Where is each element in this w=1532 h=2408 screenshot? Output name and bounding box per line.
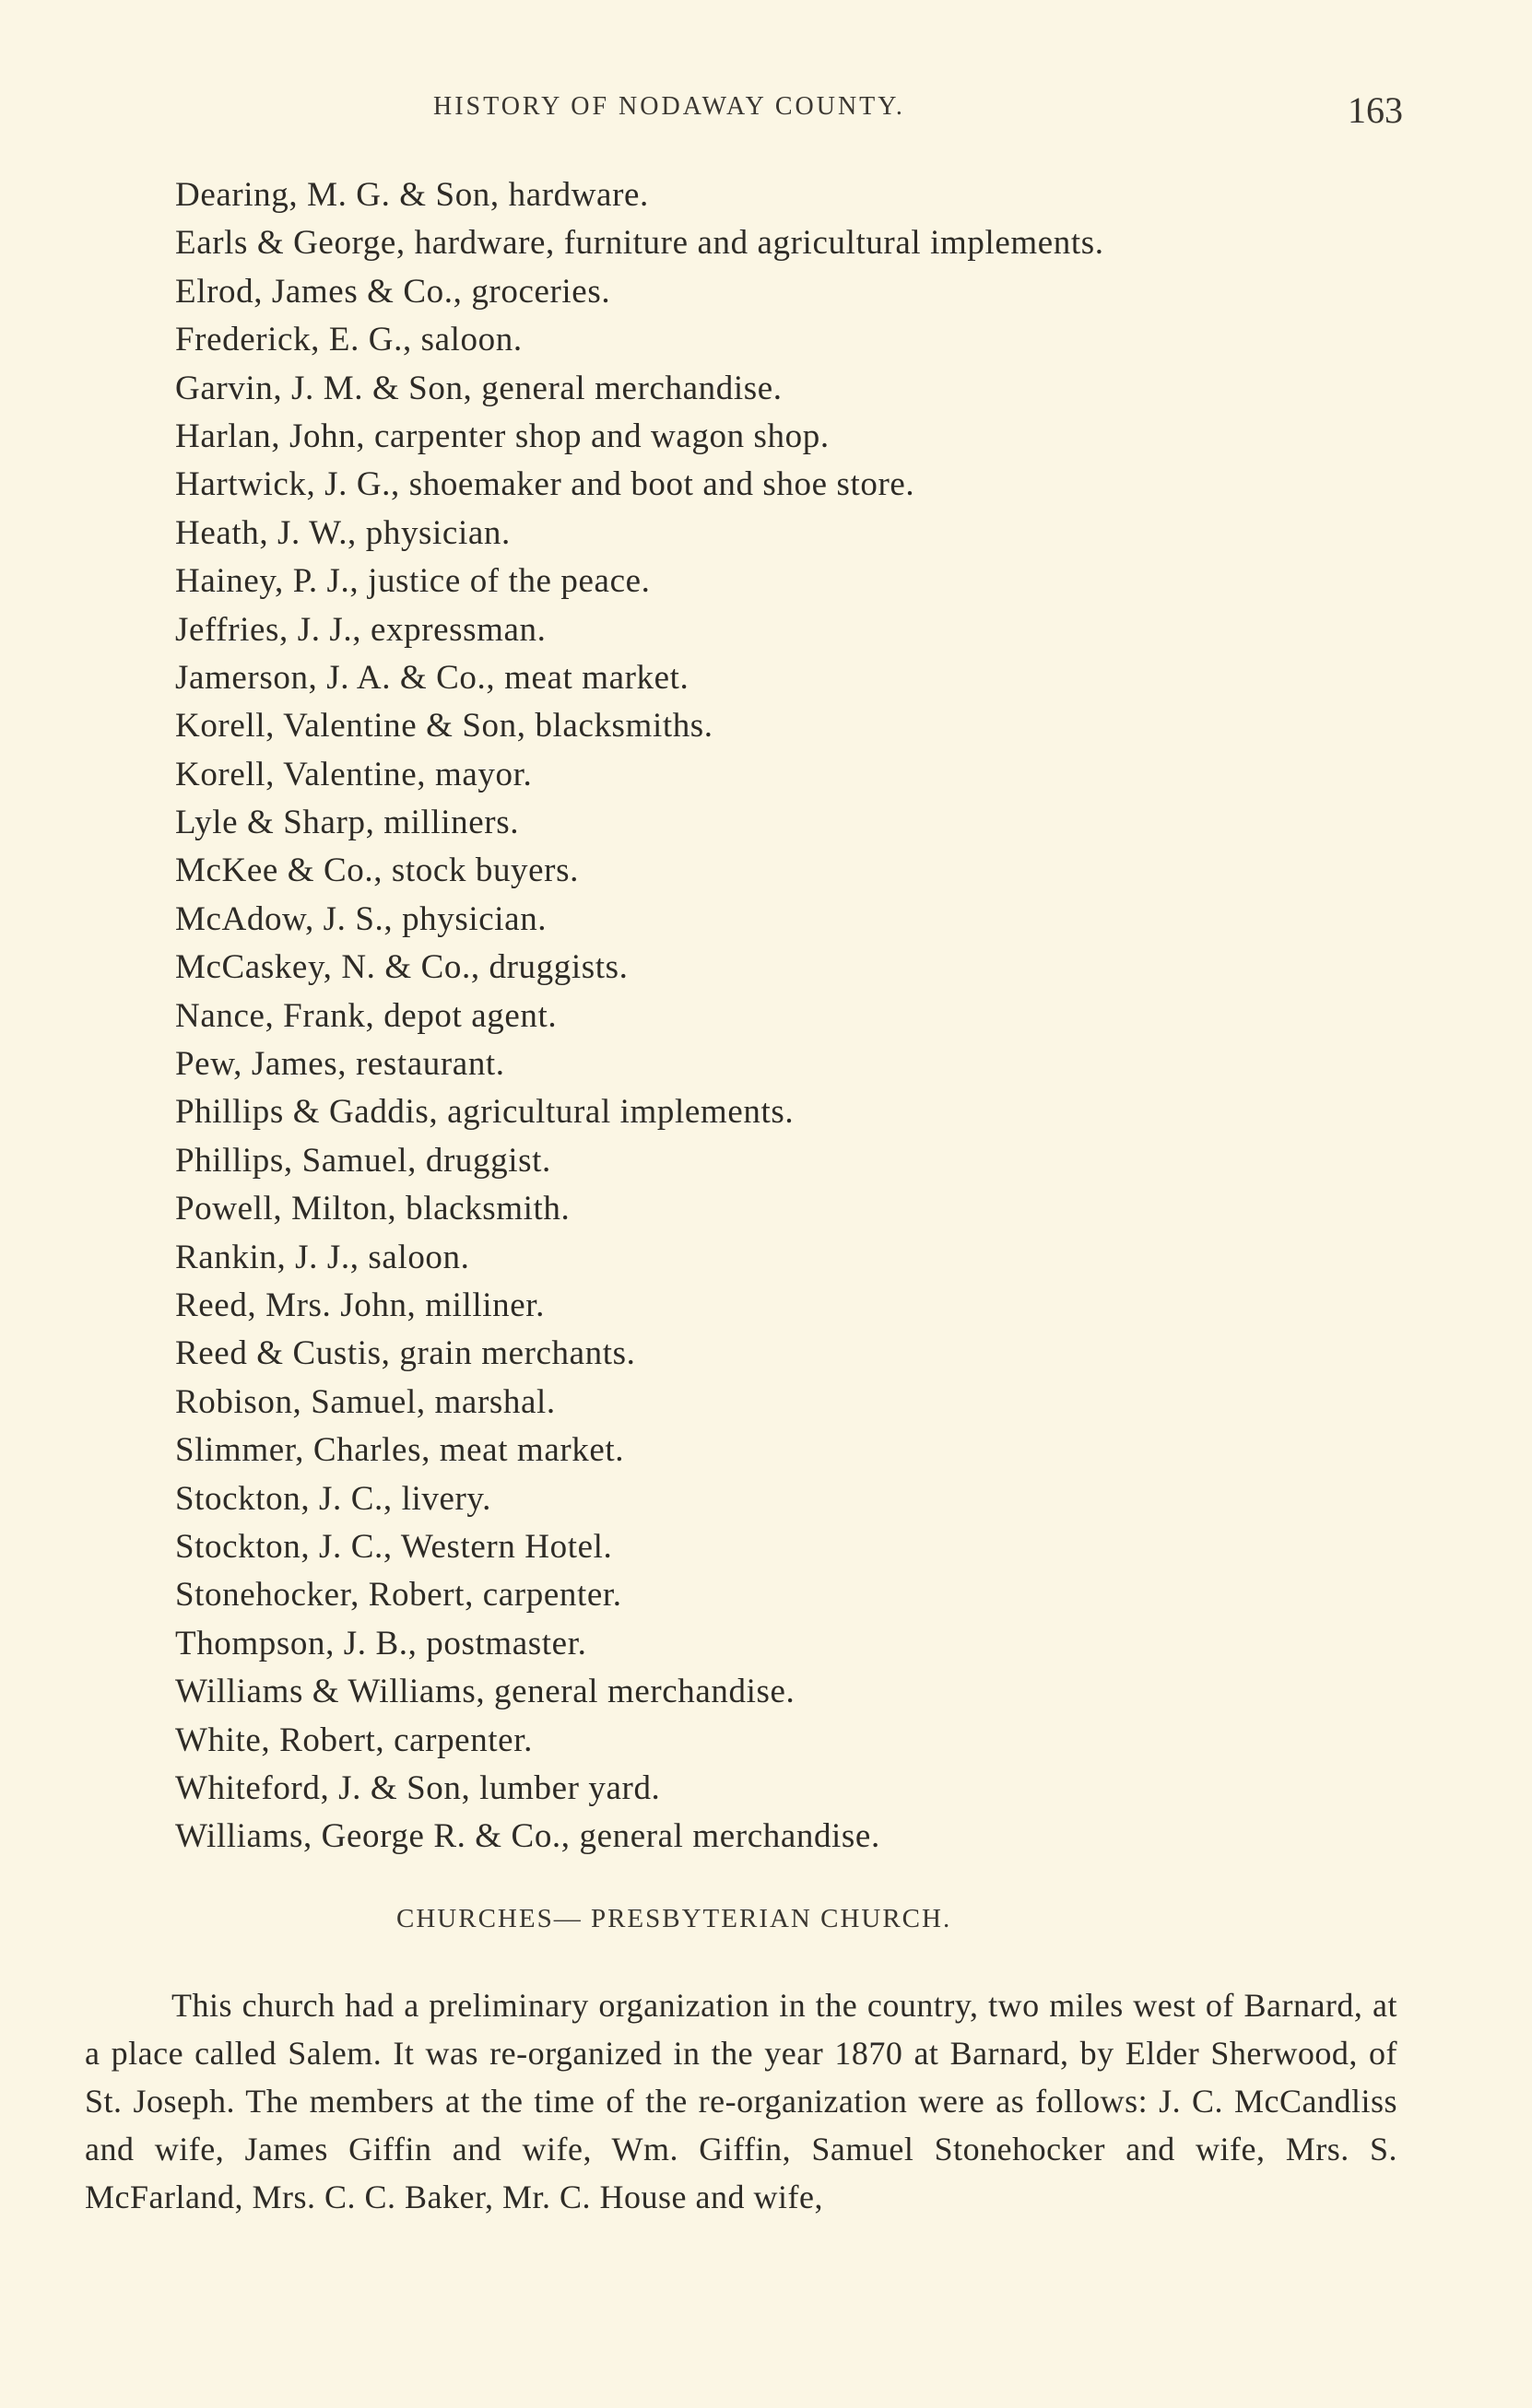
directory-entry: Slimmer, Charles, meat market. (175, 1431, 625, 1470)
business-directory-list (175, 171, 1104, 1862)
directory-entry: Heath, J. W., physician. (175, 513, 511, 552)
directory-entry: Rankin, J. J., saloon. (175, 1238, 470, 1276)
directory-entry: Harlan, John, carpenter shop and wagon shop. (175, 417, 830, 455)
directory-entry: Hartwick, J. G., shoemaker and boot and shoe store. (175, 465, 915, 504)
directory-entry: Pew, James, restaurant. (175, 1045, 505, 1084)
directory-entry: Whiteford, J. & Son, lumber yard. (175, 1768, 661, 1807)
directory-entry: Williams, George R. & Co., general merchandise. (175, 1817, 880, 1856)
directory-entry: Lyle & Sharp, milliners. (175, 804, 520, 842)
directory-entry: Jeffries, J. J., expressman. (175, 610, 547, 649)
body-paragraph: This church had a preliminary organization in the country, two miles west of Barnard, at a place called Salem. It was re-organized in the year 1870 at Barnard, by Elder Sherwood, of St. Joseph. The members at the time of the re-organization were as follows: J. C. McCandliss and wife, James Giffin and wife, Wm. Giffin, Samuel Stonehocker and wife, Mrs. S. McFarland, Mrs. C. C. Baker, Mr. C. House and wife, (85, 1987, 1397, 2215)
directory-entry: McCaskey, N. & Co., druggists. (175, 948, 629, 987)
directory-entry: Phillips, Samuel, druggist. (175, 1141, 551, 1180)
directory-entry: Frederick, E. G., saloon. (175, 321, 523, 359)
directory-entry: White, Robert, carpenter. (175, 1721, 533, 1759)
directory-entry: Reed & Custis, grain merchants. (175, 1334, 636, 1373)
directory-entry: Hainey, P. J., justice of the peace. (175, 562, 651, 601)
directory-entry: McKee & Co., stock buyers. (175, 852, 579, 890)
directory-entry: Earls & George, hardware, furniture and agricultural implements. (175, 224, 1104, 263)
page-number: 163 (1348, 89, 1403, 131)
directory-entry: Thompson, J. B., postmaster. (175, 1624, 587, 1662)
directory-entry: Williams & Williams, general merchandise. (175, 1673, 795, 1711)
directory-entry: Stockton, J. C., livery. (175, 1479, 491, 1518)
directory-entry: Nance, Frank, depot agent. (175, 996, 558, 1035)
directory-entry: Reed, Mrs. John, milliner. (175, 1286, 545, 1324)
running-title: HISTORY OF NODAWAY COUNTY. (433, 92, 905, 121)
directory-entry: Phillips & Gaddis, agricultural implements. (175, 1093, 795, 1132)
directory-entry: Powell, Milton, blacksmith. (175, 1190, 571, 1228)
directory-entry: Elrod, James & Co., groceries. (175, 272, 611, 311)
directory-entry: Korell, Valentine & Son, blacksmiths. (175, 707, 713, 746)
directory-entry: Korell, Valentine, mayor. (175, 755, 533, 793)
directory-entry: Jamerson, J. A. & Co., meat market. (175, 658, 689, 697)
directory-entry: McAdow, J. S., physician. (175, 899, 548, 938)
section-heading: CHURCHES— PRESBYTERIAN CHURCH. (396, 1904, 952, 1933)
directory-entry: Dearing, M. G. & Son, hardware. (175, 176, 649, 214)
directory-entry: Stonehocker, Robert, carpenter. (175, 1576, 622, 1615)
directory-entry: Robison, Samuel, marshal. (175, 1382, 556, 1421)
directory-entry: Garvin, J. M. & Son, general merchandise. (175, 369, 783, 407)
directory-entry: Stockton, J. C., Western Hotel. (175, 1527, 613, 1566)
